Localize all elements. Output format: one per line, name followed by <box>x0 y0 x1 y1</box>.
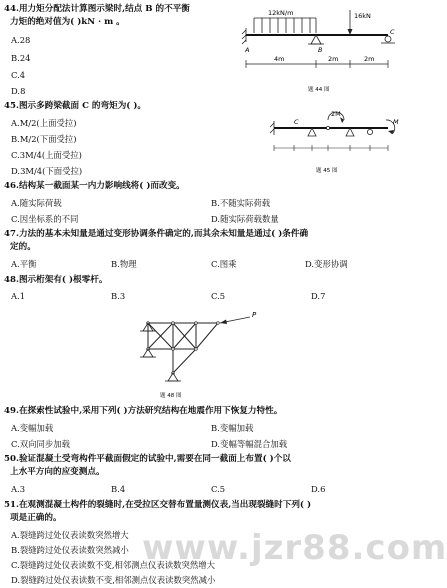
q48-option-b: B.3 <box>111 291 126 301</box>
q48-truss-members <box>148 323 218 373</box>
q46-option-d: D.随实际荷载数量 <box>211 214 279 224</box>
q44-stem-line2: 力矩的绝对值为( )kN · m 。 <box>10 17 125 27</box>
q51-option-b: B.裂缝跨过处仪表读数突然减小 <box>11 545 129 555</box>
q48-option-d: D.7 <box>311 291 326 301</box>
q48-truss-figure <box>138 303 268 401</box>
q44-label-c: C <box>390 28 395 36</box>
q44-distributed-load <box>254 18 316 33</box>
q46-option-c: C.因坐标系的不同 <box>11 214 79 224</box>
q44-figure <box>238 4 404 96</box>
q50-option-b: B.4 <box>111 484 126 494</box>
q48-stem: 48.图示桁架有( )根零杆。 <box>4 275 108 285</box>
watermark: www.jzr88.com <box>142 528 447 568</box>
q45-moment-m: M <box>393 118 399 126</box>
q46-stem: 46.结构某一截面某一内力影响线将( )而改变。 <box>4 181 185 191</box>
q49-option-b: B.变幅加载 <box>211 423 254 433</box>
q50-stem-line1: 50.验证混凝土受弯构件平截面假定的试验中,需要在同一截面上布置( )个以 <box>4 454 291 464</box>
q48-load-p-label: P <box>252 311 257 319</box>
q44-label-b: B <box>318 46 323 54</box>
q51-stem-line2: 项是正确的。 <box>10 513 62 523</box>
q45-figure <box>268 106 404 178</box>
q45-label-c: C <box>294 118 299 126</box>
q44-caption: 题 44 图 <box>308 87 330 93</box>
q49-option-d: D.变幅等幅混合加载 <box>211 439 288 449</box>
q44-option-a: A.28 <box>11 35 31 45</box>
q44-dim-2: 2m <box>328 55 339 63</box>
q49-stem: 49.在探索性试验中,采用下列( )方法研究结构在地震作用下恢复力特性。 <box>4 406 283 416</box>
q44-dim-1: 4m <box>274 55 285 63</box>
q51-stem-line1: 51.在观测混凝土构件的裂缝时,在受拉区交替布置量测仪表,当出现裂缝时下列( ) <box>4 500 312 510</box>
q49-option-c: C.双向同步加载 <box>11 439 71 449</box>
q44-support-b <box>308 35 324 44</box>
q48-supports <box>140 323 181 381</box>
q50-option-d: D.6 <box>311 484 326 494</box>
q47-option-a: A.平衡 <box>11 259 37 269</box>
q44-option-d: D.8 <box>11 86 26 96</box>
q48-joints <box>147 322 220 375</box>
q51-option-d: D.裂缝跨过处仪表读数不变,相邻测点仪表读数突然减小 <box>11 575 216 585</box>
q44-dim-3: 2m <box>364 55 375 63</box>
q44-option-c: C.4 <box>11 70 26 80</box>
q50-stem-line2: 上水平方向的应变测点。 <box>10 467 105 477</box>
q50-option-c: C.5 <box>211 484 226 494</box>
q45-option-c: C.3M/4(上面受拉) <box>11 150 82 160</box>
q45-option-a: A.M/2(上面受拉) <box>11 118 77 128</box>
q44-load-point-label: 16kN <box>354 12 371 20</box>
q44-stem-line1: 44.用力矩分配法计算图示梁时,结点 B 的不平衡 <box>4 4 190 14</box>
q44-option-b: B.24 <box>11 53 31 63</box>
q44-fixed-support-a <box>242 28 246 44</box>
q50-option-a: A.3 <box>11 484 26 494</box>
q47-option-d: D.变形协调 <box>305 259 348 269</box>
q49-option-a: A.变幅加载 <box>11 423 54 433</box>
q46-option-a: A.随实际荷载 <box>11 198 62 208</box>
q47-stem-line2: 定的。 <box>10 242 36 252</box>
q48-option-c: C.5 <box>211 291 226 301</box>
q51-option-c: C.裂缝跨过处仪表读数不变,相邻测点仪表读数突然增大 <box>11 560 216 570</box>
q45-option-b: B.M/2(下面受拉) <box>11 134 77 144</box>
q47-option-b: B.物理 <box>111 259 137 269</box>
q45-caption: 题 45 图 <box>316 168 338 174</box>
q47-stem-line1: 47.力法的基本未知量是通过变形协调条件确定的,而其余未知量是通过( )条件确 <box>4 229 309 239</box>
q45-option-d: D.3M/4(下面受拉) <box>11 166 83 176</box>
q44-label-a: A <box>245 46 250 54</box>
q45-stem: 45.图示多跨梁截面 C 的弯矩为( )。 <box>4 101 147 111</box>
q45-moment-2m: 2M <box>331 110 341 118</box>
q47-option-c: C.图乘 <box>211 259 237 269</box>
q48-caption: 题 48 图 <box>160 393 182 399</box>
q44-load-dist-label: 12kN/m <box>268 9 294 17</box>
q46-option-b: B.不随实际荷载 <box>211 198 271 208</box>
q45-dimension-line <box>274 145 388 151</box>
q44-support-c <box>381 36 395 43</box>
q51-option-a: A.裂缝跨过处仪表读数突然增大 <box>11 530 129 540</box>
q48-option-a: A.1 <box>11 291 26 301</box>
